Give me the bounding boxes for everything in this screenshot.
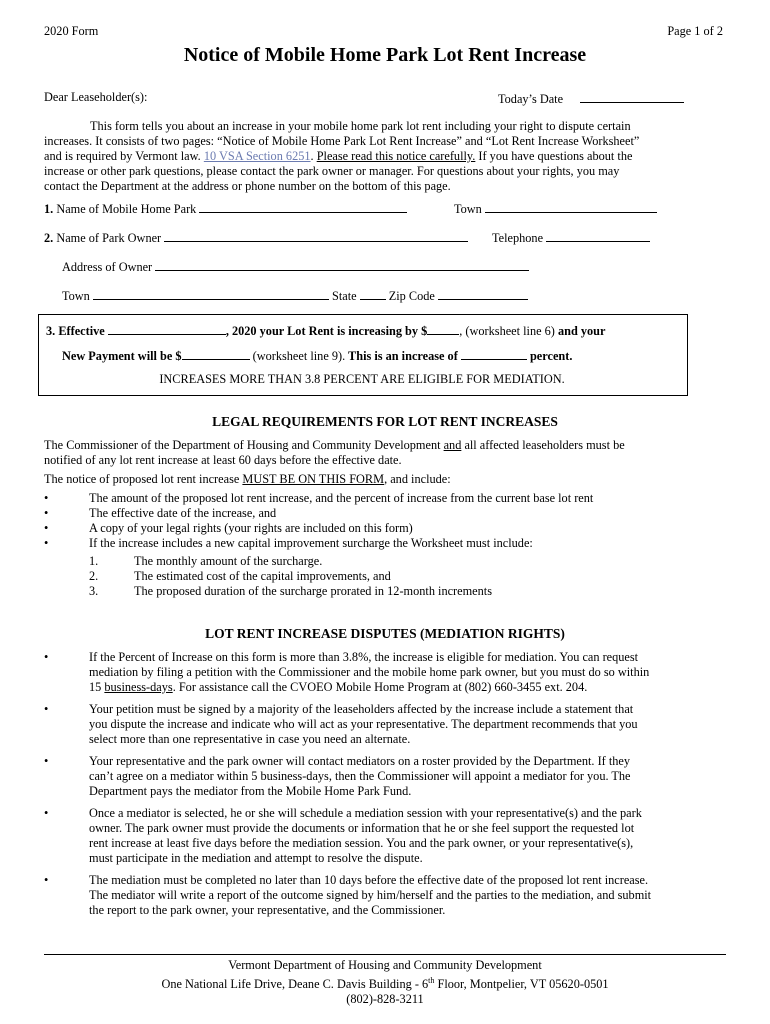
telephone-input[interactable] [546, 229, 650, 242]
new-payment-label: New Payment will be $ [62, 349, 182, 363]
intro-line: and is required by Vermont law. 10 VSA Section 6251. Please read this notice carefully. If you have questions about the [44, 149, 633, 163]
list-text: • Your petition must be signed by a majority of the leaseholders affected by the increase include a statement that [89, 702, 634, 716]
rent-increase-label: , 2020 your Lot Rent is increasing by $ [225, 324, 428, 338]
park-town-label: Town [454, 202, 482, 216]
list-item [44, 554, 734, 569]
list-number: 2. [89, 569, 99, 583]
disputes-heading: LOT RENT INCREASE DISPUTES (MEDIATION RIGHTS) [205, 626, 565, 641]
intro-line: increases. It consists of two pages: “Notice of Mobile Home Park Lot Rent Increase” and “Lot Rent Increase Worksheet” [44, 134, 640, 148]
list-text-underlined: business-days [104, 680, 173, 694]
legal-text: The notice of proposed lot rent increase [44, 472, 240, 486]
list-item: • If the increase includes a new capital improvement surcharge the Worksheet must include: [44, 536, 734, 551]
list-text: rent increase at least five days before the mediation session. You and the park owner, or your representative(s), [89, 836, 634, 850]
footer-address-text: One National Life Drive, Deane C. Davis Building - 6 [161, 977, 429, 992]
page-title: Notice of Mobile Home Park Lot Rent Increase [183, 44, 587, 66]
telephone-label: Telephone [492, 231, 544, 245]
list-item: • A copy of your legal rights (your rights are included on this form) [44, 521, 734, 536]
legal-requirements-text [44, 438, 734, 599]
park-name-input[interactable] [199, 200, 407, 213]
park-name-row [44, 200, 407, 217]
increase-percent-input[interactable] [461, 347, 527, 360]
list-text: mediation by filing a petition with the Commissioner and the mobile home park owner, but you must do so within [89, 665, 650, 679]
intro-line: This form tells you about an increase in your mobile home park lot rent including your right to dispute certain [90, 119, 631, 133]
item-number: 3. [46, 324, 56, 338]
owner-town-label: Town [62, 289, 90, 303]
intro-line: increase or other park questions, please contact the park owner or manager. For questions about your rights, you may [44, 164, 620, 178]
item-number: 1. [44, 202, 54, 216]
list-text: • The mediation must be completed no later than 10 days before the effective date of the proposed lot rent increase. [89, 873, 649, 887]
mediation-eligibility-note: INCREASES MORE THAN 3.8 PERCENT ARE ELIGIBLE FOR MEDIATION. [159, 372, 565, 386]
legal-requirements-heading: LEGAL REQUIREMENTS FOR LOT RENT INCREASES [212, 414, 558, 429]
owner-address-label: Address of Owner [62, 260, 153, 274]
owner-location-row [62, 287, 528, 304]
list-item [44, 754, 734, 799]
disputes-text [44, 650, 734, 918]
intro-line: contact the Department at the address or phone number on the bottom of this page. [44, 179, 451, 193]
footer-divider [44, 954, 726, 955]
and-your-label: and your [557, 324, 606, 338]
statute-link[interactable]: 10 VSA Section 6251 [203, 149, 311, 163]
list-text: . For assistance call the CVOEO Mobile Home Program at (802) 660-3455 ext. 204. [172, 680, 588, 694]
salutation: Dear Leaseholder(s): [44, 90, 148, 104]
footer [0, 958, 770, 1007]
list-item [44, 650, 734, 695]
footer-address-text: Floor, Montpelier, VT 05620-0501 [434, 977, 609, 992]
list-text: The estimated cost of the capital improvements, and [134, 569, 391, 583]
legal-line [44, 438, 734, 453]
list-text: owner. The park owner must provide the documents or information that he or she feel support the requested lot [89, 821, 635, 835]
owner-address-row [62, 258, 529, 275]
effective-date-input[interactable] [108, 322, 226, 335]
list-text: • Once a mediator is selected, he or she will schedule a mediation session with your representative(s) and the park [89, 806, 642, 820]
list-number: 3. [89, 584, 99, 598]
footer-department: Vermont Department of Housing and Community Development [228, 958, 542, 972]
owner-name-input[interactable] [164, 229, 468, 242]
telephone-row [492, 229, 650, 246]
todays-date-input[interactable] [580, 90, 684, 103]
legal-line [44, 472, 734, 487]
legal-bullets [44, 491, 734, 551]
list-text: The mediator will write a report of the outcome signed by him/herself and the parties to the mediation, and submit [89, 888, 652, 902]
list-item [44, 806, 734, 866]
list-text: 15 [89, 680, 102, 694]
zip-label: Zip Code [388, 289, 435, 303]
park-town-input[interactable] [485, 200, 657, 213]
list-item: • The amount of the proposed lot rent increase, and the percent of increase from the current base lot rent [44, 491, 734, 506]
owner-name-label: Name of Park Owner [56, 231, 162, 245]
list-text [89, 680, 734, 695]
page-number: Page 1 of 2 [667, 24, 723, 38]
todays-date-label: Today’s Date [498, 92, 564, 106]
park-name-label: Name of Mobile Home Park [56, 202, 197, 216]
todays-date-field [498, 90, 684, 107]
intro-paragraph [44, 119, 734, 194]
legal-text-underlined: MUST BE ON THIS FORM [242, 472, 385, 486]
disputes-bullets [44, 650, 734, 918]
read-carefully-text: Please read this notice carefully. [316, 149, 476, 163]
list-text: The monthly amount of the surcharge. [134, 554, 323, 568]
footer-phone: (802)-828-3211 [346, 992, 424, 1007]
list-text: select more than one representative in case you need an alternate. [89, 732, 411, 746]
form-year: 2020 Form [44, 24, 99, 38]
worksheet-line-9-note: (worksheet line 9). [252, 349, 346, 363]
list-item [44, 569, 734, 584]
list-text: • If the Percent of Increase on this form is more than 3.8%, the increase is eligible for mediation. You can request [89, 650, 639, 664]
legal-text: all affected leaseholders must be [464, 438, 625, 452]
list-item [44, 873, 734, 918]
list-text: must participate in the mediation and attempt to resolve the dispute. [89, 851, 423, 865]
list-item: • The effective date of the increase, and [44, 506, 734, 521]
rent-increase-line [46, 322, 605, 339]
legal-text: The Commissioner of the Department of Housing and Community Development [44, 438, 441, 452]
legal-text: , and include: [384, 472, 451, 486]
new-payment-input[interactable] [182, 347, 250, 360]
intro-text: If you have questions about the [478, 149, 633, 163]
list-text: the report to the park owner, your representative, and the Commissioner. [89, 903, 446, 917]
list-number: 1. [89, 554, 99, 568]
rent-increase-amount-input[interactable] [427, 322, 459, 335]
list-text: The proposed duration of the surcharge prorated in 12-month increments [134, 584, 492, 598]
owner-town-input[interactable] [93, 287, 329, 300]
list-text: Department pays the mediator from the Mobile Home Park Fund. [89, 784, 412, 798]
zip-input[interactable] [438, 287, 528, 300]
increase-of-label: This is an increase of [348, 349, 458, 363]
surcharge-sublist [44, 554, 734, 599]
worksheet-line-6-note: , (worksheet line 6) [459, 324, 555, 338]
new-payment-line [62, 347, 572, 364]
owner-address-input[interactable] [155, 258, 529, 271]
legal-text-underlined: and [443, 438, 462, 452]
footer-address-sup: th [428, 976, 435, 985]
item-number: 2. [44, 231, 54, 245]
list-text: • Your representative and the park owner will contact mediators on a roster provided by the Department. If they [89, 754, 631, 768]
footer-address [0, 973, 770, 992]
effective-label: Effective [58, 324, 105, 338]
percent-label: percent. [529, 349, 573, 363]
list-item [44, 584, 734, 599]
list-item [44, 702, 734, 747]
list-text: you dispute the increase and indicate who will act as your representative. The department recommends that you [89, 717, 638, 731]
list-text: can’t agree on a mediator within 5 business-days, then the Commissioner will appoint a mediator for you. The [89, 769, 631, 783]
state-input[interactable] [360, 287, 386, 300]
intro-text: and is required by Vermont law. [44, 149, 201, 163]
state-label: State [332, 289, 357, 303]
legal-line: notified of any lot rent increase at least 60 days before the effective date. [44, 453, 402, 467]
owner-name-row [44, 229, 468, 246]
park-town-row [454, 200, 657, 217]
